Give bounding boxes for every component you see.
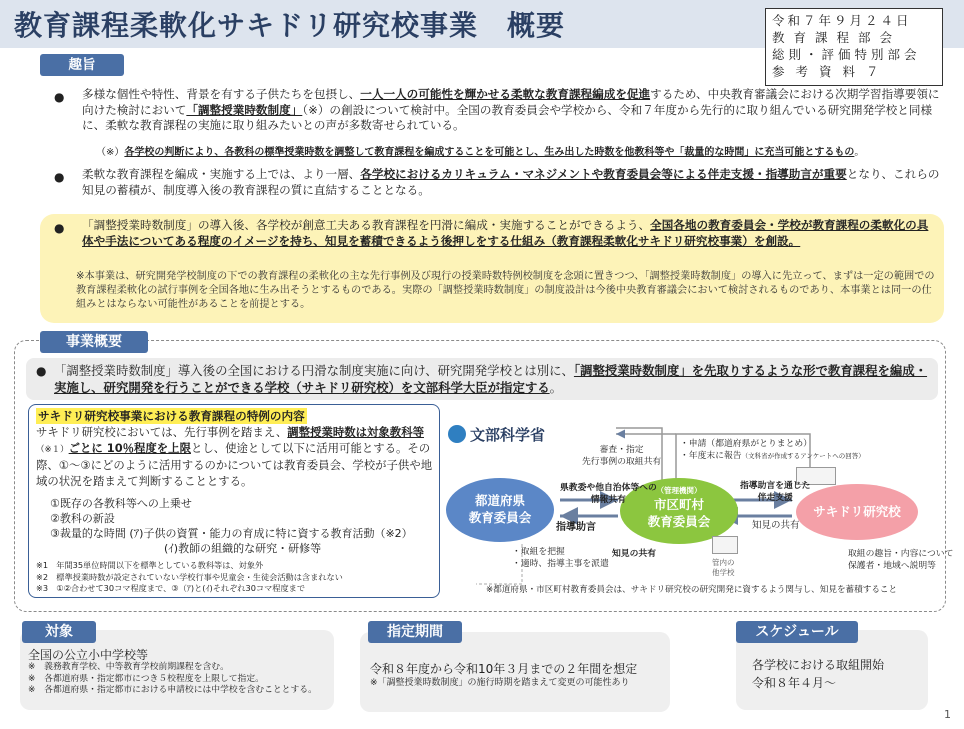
emphasis: 各学校の判断により、各教科の標準授業時数を調整して教育課程を編成することを可能とし、生み出した時数を他教科等や「裁量的な時間」に充当可能とするもの: [124, 147, 855, 158]
text: 管内の: [712, 558, 735, 567]
text: 情報共有: [590, 495, 626, 505]
text: 審査・指定: [599, 445, 644, 455]
target-main: 全国の公立小中学校等: [28, 648, 149, 662]
text: ・取組を把握: [512, 547, 565, 557]
bullet-icon: ●: [54, 90, 65, 104]
diagram-note: ※都道府県・市区町村教育委員会は、サキドリ研究校の研究開発に資するよう関与し、知見を蓄積すること: [486, 585, 898, 595]
label-knowledge-share: 知見の共有: [752, 520, 800, 531]
text: サキドリ研究校においては、先行事例を踏まえ、: [36, 425, 288, 439]
panel-body: [36, 425, 434, 489]
node-sakidori-school: サキドリ研究校: [796, 484, 918, 540]
shushi-footnote: ※本事業は、研究開発学校制度の下での教育課程の柔軟化の主な先行事例及び現行の授業時数特例校制度を念頭に置きつつ、「調整授業時数制度」の導入に先立って、まずは一定の範囲での教育課程柔軟化の試行事例を全国各地に生み出そうとするものである。実際の「調整授業時数制度」の制度設計は今後中央教育審議会において検討されるものであり、本事業とは同一の仕組みとはならない可能性があることを前提とする。: [76, 271, 935, 310]
gaiyou-summary: [54, 362, 930, 396]
panel-title: サキドリ研究校事業における教育課程の特例の内容: [38, 409, 305, 423]
note: ※ 義務教育学校、中等教育学校前期課程を含む。: [28, 662, 229, 672]
text: ・適時、指導主事を派遣: [512, 559, 609, 569]
emphasis: 一人一人の可能性を輝かせる柔軟な教育課程編成を促進: [360, 87, 651, 101]
list-item: ①既存の各教科等への上乗せ: [50, 497, 192, 510]
note: ※1 年間35単位時間以下を標準としている教科等は、対象外: [36, 560, 264, 570]
text: 教育委員会: [647, 514, 711, 529]
period-main: 令和８年度から令和10年３月までの２年間を想定: [370, 662, 638, 676]
reference-stamp: [765, 8, 943, 86]
stamp-line: 総則・評価特別部会: [772, 47, 921, 62]
text: 柔軟な教育課程を編成・実施する上では、より一層、: [82, 167, 361, 181]
text: 都道府県: [474, 493, 525, 508]
text: 県教委や他自治体等への: [560, 483, 657, 493]
text: （※）: [96, 147, 125, 158]
bullet-icon: ●: [54, 170, 65, 184]
label-guidance: 指導助言: [556, 522, 596, 533]
text: 。: [854, 147, 865, 158]
section-tag-target: 対象: [22, 621, 96, 643]
school-building-icon: [712, 536, 738, 554]
text: 市区町村: [653, 497, 704, 512]
emphasis: 調整授業時数は対象教科等: [287, 425, 424, 439]
text: 多様な個性や特性、背景を有する子供たちを包摂し、: [82, 87, 361, 101]
label-info-share: [560, 482, 657, 506]
mext-logo-icon: [448, 425, 466, 443]
shushi-note: [96, 143, 864, 158]
text: （※）の創設について検討中。全国の教育委員会や学校から、令和７年度から先行的に取り組んでいる研究開発学校と同様に、柔軟な教育課程の実施に取り組みたいとの声が多数寄せられている。: [82, 102, 933, 132]
text: とし、使途として以下に活用可能とする。その際、①～③にどのように活用するのかについては教育委員会、学校が子供や地域の状況を踏まえて判断することとする。: [36, 440, 433, 488]
label-prefecture-actions: [512, 546, 609, 570]
emphasis: 各学校におけるカリキュラム・マネジメントや教育委員会等による伴走支援・指導助言が重要: [360, 167, 847, 181]
text: 「調整授業時数制度」の導入後、各学校が創意工夫ある教育課程を円滑に編成・実施することができるよう、: [82, 218, 651, 232]
stamp-line: 参考資料７: [772, 64, 890, 79]
stamp-line: 教育課程部会: [772, 30, 902, 45]
panel-notes: [36, 560, 343, 595]
text: となり、これらの知見の蓄積が、制度導入後の教育課程の質に直結することとなる。: [82, 167, 940, 197]
text: 取組の趣旨・内容について: [848, 549, 954, 559]
shushi-paragraph-3: [82, 218, 934, 249]
emphasis: 「調整授業時数制度」を先取りするような形で教育課程を編成・実施し、研究開発を行うことができる学校（サキドリ研究校）を文部科学大臣が指定する: [54, 363, 928, 395]
text: 各学校における取組開始: [752, 658, 885, 672]
note: ※2 標準授業時数が設定されていない学校行事や児童会・生徒会活動は含まれない: [36, 571, 343, 582]
label-support: [740, 480, 810, 504]
text: 「調整授業時数制度」導入後の全国における円滑な制度実施に向け、研究開発学校とは別に、: [54, 363, 574, 378]
label-review: [582, 444, 661, 468]
text: するため、中央教育審議会における次期学習指導要領に向けた検討において: [82, 87, 940, 117]
list-item: ③裁量的な時間 (ｱ)子供の資質・能力の育成に特に資する教育活動（※2）: [50, 527, 413, 540]
text: （文科省が作成するアンケートへの回答）: [741, 452, 865, 460]
text: 。: [549, 380, 563, 395]
uses-list: [50, 496, 413, 556]
section-tag-gaiyou: 事業概要: [40, 331, 148, 353]
bullet-icon: ●: [54, 221, 65, 235]
target-notes: [28, 662, 317, 697]
emphasis: 全国各地の教育委員会・学校が教育課程の柔軟化の具体や手法についてある程度のイメージを持ち、知見を蓄積できるよう後押しをする仕組み（教育課程柔軟化サキドリ研究校事業）を創設。: [82, 218, 929, 248]
page-number: 1: [944, 708, 951, 721]
shushi-paragraph-1: [82, 87, 944, 134]
section-tag-period: 指定期間: [368, 621, 462, 643]
text: 令和８年４月～: [752, 676, 837, 690]
period-note: ※「調整授業時数制度」の施行時期を踏まえて変更の可能性あり: [370, 678, 630, 688]
label-apply: [680, 438, 865, 462]
text: 他学校: [712, 568, 735, 577]
emphasis: 「調整授業時数制度」: [186, 102, 303, 117]
note: ※ 各都道府県・指定都市における申請校には中学校を含むこととする。: [28, 685, 317, 695]
text: 教育委員会: [468, 510, 532, 525]
mext-label: 文部科学省: [470, 426, 546, 444]
text: ・年度末に報告: [680, 451, 742, 461]
node-prefecture: [446, 478, 554, 542]
bullet-icon: ●: [36, 364, 47, 378]
list-item: (ｲ)教師の組織的な研究・研修等: [164, 542, 322, 555]
text: 指導助言を通じた: [740, 481, 811, 491]
label-school-actions: [848, 548, 953, 572]
text: 伴走支援: [757, 493, 793, 503]
label-knowledge-share-2: 知見の共有: [612, 549, 656, 559]
text: 先行事例の取組共有: [582, 457, 662, 467]
stamp-line: 令和７年９月２４日: [772, 13, 912, 28]
text: （管理機関）: [656, 486, 702, 495]
label-other-schools: [712, 558, 735, 578]
schedule-content: [752, 656, 884, 692]
section-tag-shushi: 趣旨: [40, 54, 124, 76]
text: ・申請（都道府県がとりまとめ）: [680, 439, 812, 449]
note: ※3 ①②合わせて30コマ程度まで、③（ｱ)と(ｲ)それぞれ30コマ程度まで: [36, 583, 306, 593]
list-item: ②教科の新設: [50, 512, 115, 525]
section-tag-schedule: スケジュール: [736, 621, 858, 643]
emphasis: ごとに 10％程度を上限: [68, 440, 191, 455]
page-title: 教育課程柔軟化サキドリ研究校事業 概要: [14, 9, 566, 42]
shushi-paragraph-2: [82, 167, 944, 198]
footnote-ref: （※１）: [36, 444, 69, 455]
text: 保護者・地域へ説明等: [848, 561, 936, 571]
note: ※ 各都道府県・指定都市につき５校程度を上限して指定。: [28, 673, 264, 684]
